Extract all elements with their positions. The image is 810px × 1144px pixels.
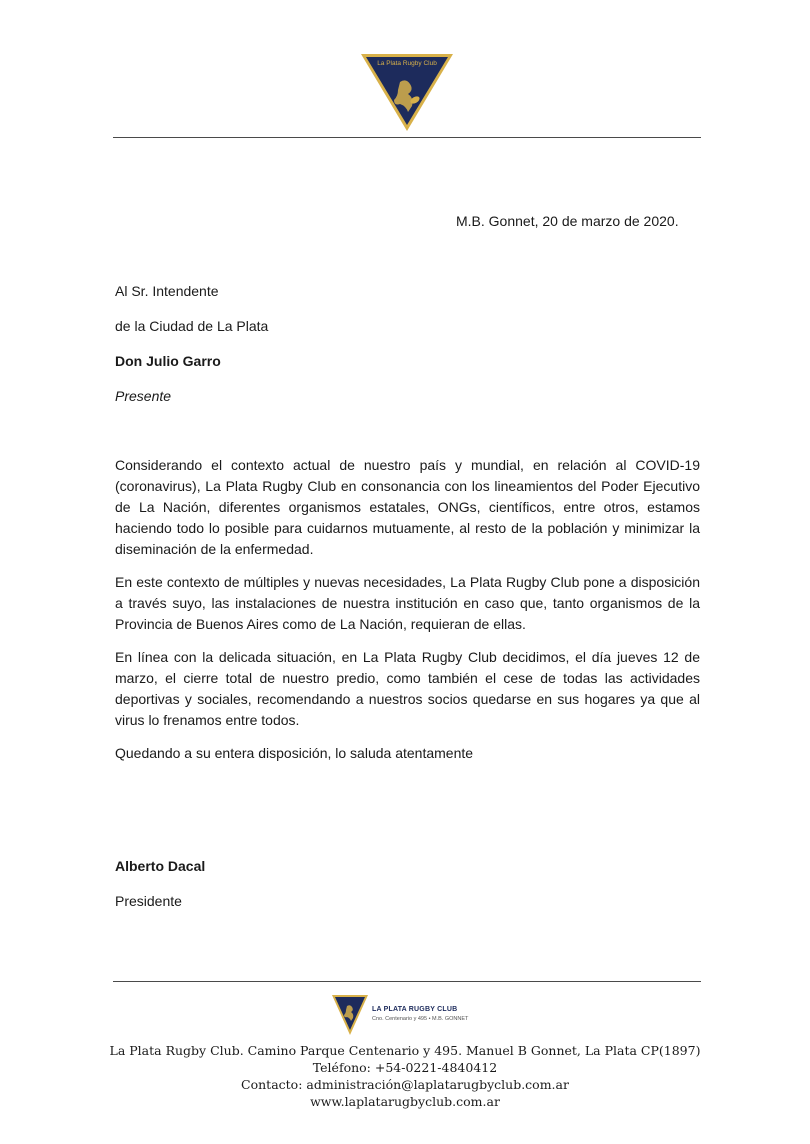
- club-crest-logo: [360, 52, 454, 132]
- footer-contact-email: Contacto: administración@laplatarugbyclub.com.ar: [241, 1077, 569, 1092]
- footer-phone: Teléfono: +54-0221-4840412: [312, 1060, 498, 1075]
- footer-logo: [331, 994, 491, 1038]
- letter-body: [115, 455, 700, 776]
- addressee-presente: Presente: [115, 388, 172, 404]
- footer-website: www.laplatarugbyclub.com.ar: [310, 1094, 500, 1109]
- signature-name: Alberto Dacal: [115, 858, 206, 874]
- header-divider: [113, 137, 701, 138]
- body-paragraph-3: En línea con la delicada situación, en La Plata Rugby Club decidimos, el día jueves 12 de marzo, el cierre total de nuestro predio, como también el cese de todas las actividades deportivas y sociales, recomendando a nuestros socios quedarse en sus hogares ya que al virus lo frenamos entre todos.: [115, 649, 700, 728]
- addressee-line-1: Al Sr. Intendente: [115, 283, 219, 299]
- footer-address: La Plata Rugby Club. Camino Parque Centenario y 495. Manuel B Gonnet, La Plata CP(1897): [109, 1043, 701, 1058]
- body-paragraph-2: En este contexto de múltiples y nuevas necesidades, La Plata Rugby Club pone a disposición a través suyo, las instalaciones de nuestra institución en caso que, tanto organismos de la Provincia de Buenos Aires como de La Nación, requieran de ellas.: [115, 574, 700, 632]
- date-line: M.B. Gonnet, 20 de marzo de 2020.: [456, 213, 679, 229]
- closing-line: Quedando a su entera disposición, lo saluda atentamente: [115, 745, 474, 761]
- footer-divider: [113, 981, 701, 982]
- footer-logo-subtitle: Cno. Centenario y 495 • M.B. GONNET: [372, 1016, 469, 1022]
- addressee-line-2: de la Ciudad de La Plata: [115, 318, 269, 334]
- footer-logo-brand: LA PLATA RUGBY CLUB: [372, 1006, 458, 1013]
- signature-role: Presidente: [115, 893, 182, 909]
- body-paragraph-1: Considerando el contexto actual de nuestro país y mundial, en relación al COVID-19 (coronavirus), La Plata Rugby Club en consonancia con los lineamientos del Poder Ejecutivo de La Nación, diferentes organismos estatales, ONGs, científicos, entre otros, estamos haciendo todo lo posible para cuidarnos mutuamente, al resto de la población y minimizar la diseminación de la enfermedad.: [115, 457, 700, 557]
- addressee-name: Don Julio Garro: [115, 353, 221, 369]
- svg-text:La Plata Rugby Club: La Plata Rugby Club: [377, 60, 437, 67]
